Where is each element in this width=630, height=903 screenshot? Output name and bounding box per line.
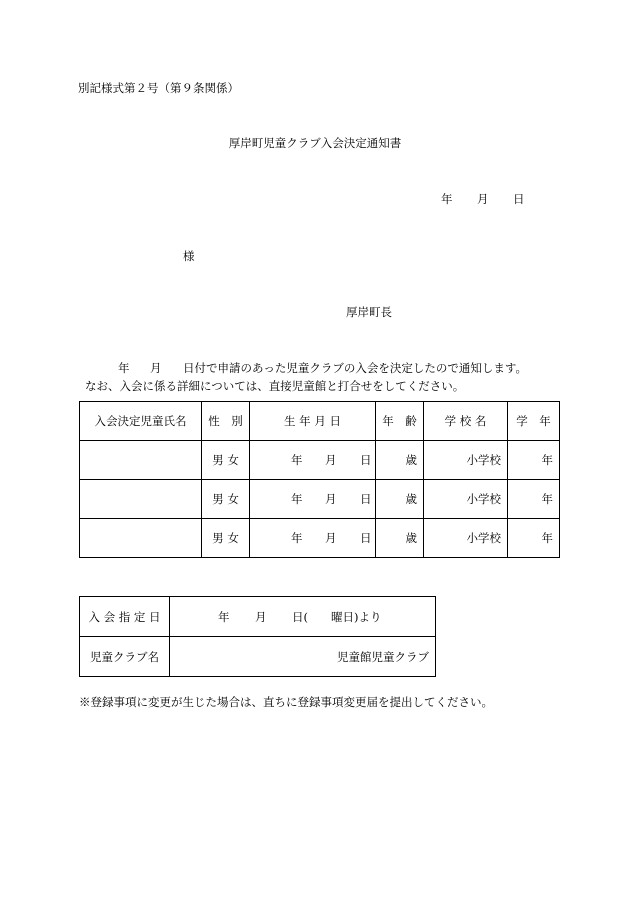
dob-year: 年 bbox=[291, 492, 303, 506]
body-line-2: なお、入会に係る詳細については、直接児童館と打合せをしてください。 bbox=[85, 379, 465, 393]
start-tail: 日( 曜日)より bbox=[292, 609, 382, 624]
name-cell[interactable] bbox=[80, 441, 202, 480]
issuer: 厚岸町長 bbox=[346, 305, 392, 319]
age-cell[interactable]: 歳 bbox=[376, 441, 424, 480]
body-month: 月 bbox=[150, 361, 162, 375]
body-line-1 bbox=[118, 363, 527, 375]
page-title: 厚岸町児童クラブ入会決定通知書 bbox=[228, 136, 402, 150]
start-year: 年 bbox=[218, 609, 230, 624]
date-month: 月 bbox=[477, 192, 489, 206]
members-table bbox=[79, 401, 560, 558]
start-date-label: 入 会 指 定 日 bbox=[80, 597, 170, 637]
dob-cell[interactable] bbox=[250, 519, 376, 558]
header-sex: 性 別 bbox=[202, 402, 250, 441]
school-cell[interactable]: 小学校 bbox=[424, 480, 508, 519]
members-header-row bbox=[80, 402, 560, 441]
school-cell[interactable]: 小学校 bbox=[424, 441, 508, 480]
dob-month: 月 bbox=[325, 453, 337, 467]
table-row bbox=[80, 519, 560, 558]
dob-month: 月 bbox=[325, 531, 337, 545]
table-row bbox=[80, 480, 560, 519]
header-name: 入会決定児童氏名 bbox=[80, 402, 202, 441]
age-cell[interactable]: 歳 bbox=[376, 480, 424, 519]
dob-month: 月 bbox=[325, 492, 337, 506]
grade-cell[interactable]: 年 bbox=[508, 441, 560, 480]
dob-day: 日 bbox=[360, 531, 372, 545]
date-day: 日 bbox=[513, 192, 525, 206]
club-name-row bbox=[80, 637, 436, 677]
note: ※登録事項に変更が生じた場合は、直ちに登録事項変更届を提出してください。 bbox=[79, 695, 493, 709]
name-cell[interactable] bbox=[80, 480, 202, 519]
dob-cell[interactable] bbox=[250, 441, 376, 480]
dob-year: 年 bbox=[291, 531, 303, 545]
dob-day: 日 bbox=[360, 453, 372, 467]
form-number: 別記様式第２号（第９条関係） bbox=[78, 81, 239, 95]
grade-cell[interactable]: 年 bbox=[508, 519, 560, 558]
body-year: 年 bbox=[118, 361, 130, 375]
header-school: 学 校 名 bbox=[424, 402, 508, 441]
start-date-row bbox=[80, 597, 436, 637]
club-name-field[interactable]: 児童館児童クラブ bbox=[170, 637, 436, 677]
start-date-field[interactable] bbox=[170, 597, 436, 637]
dob-cell[interactable] bbox=[250, 480, 376, 519]
age-cell[interactable]: 歳 bbox=[376, 519, 424, 558]
recipient-suffix: 様 bbox=[183, 249, 195, 263]
sex-cell[interactable]: 男 女 bbox=[202, 519, 250, 558]
info-table bbox=[79, 596, 436, 677]
sex-cell[interactable]: 男 女 bbox=[202, 480, 250, 519]
name-cell[interactable] bbox=[80, 519, 202, 558]
club-name-label: 児童クラブ名 bbox=[80, 637, 170, 677]
date-line bbox=[441, 194, 525, 206]
date-year: 年 bbox=[441, 192, 453, 206]
dob-day: 日 bbox=[360, 492, 372, 506]
header-age: 年 齢 bbox=[376, 402, 424, 441]
start-month: 月 bbox=[255, 609, 267, 624]
body-rest: 日付で申請のあった児童クラブの入会を決定したので通知します。 bbox=[183, 361, 527, 375]
dob-year: 年 bbox=[291, 453, 303, 467]
header-dob: 生 年 月 日 bbox=[250, 402, 376, 441]
grade-cell[interactable]: 年 bbox=[508, 480, 560, 519]
header-grade: 学 年 bbox=[508, 402, 560, 441]
school-cell[interactable]: 小学校 bbox=[424, 519, 508, 558]
sex-cell[interactable]: 男 女 bbox=[202, 441, 250, 480]
table-row bbox=[80, 441, 560, 480]
